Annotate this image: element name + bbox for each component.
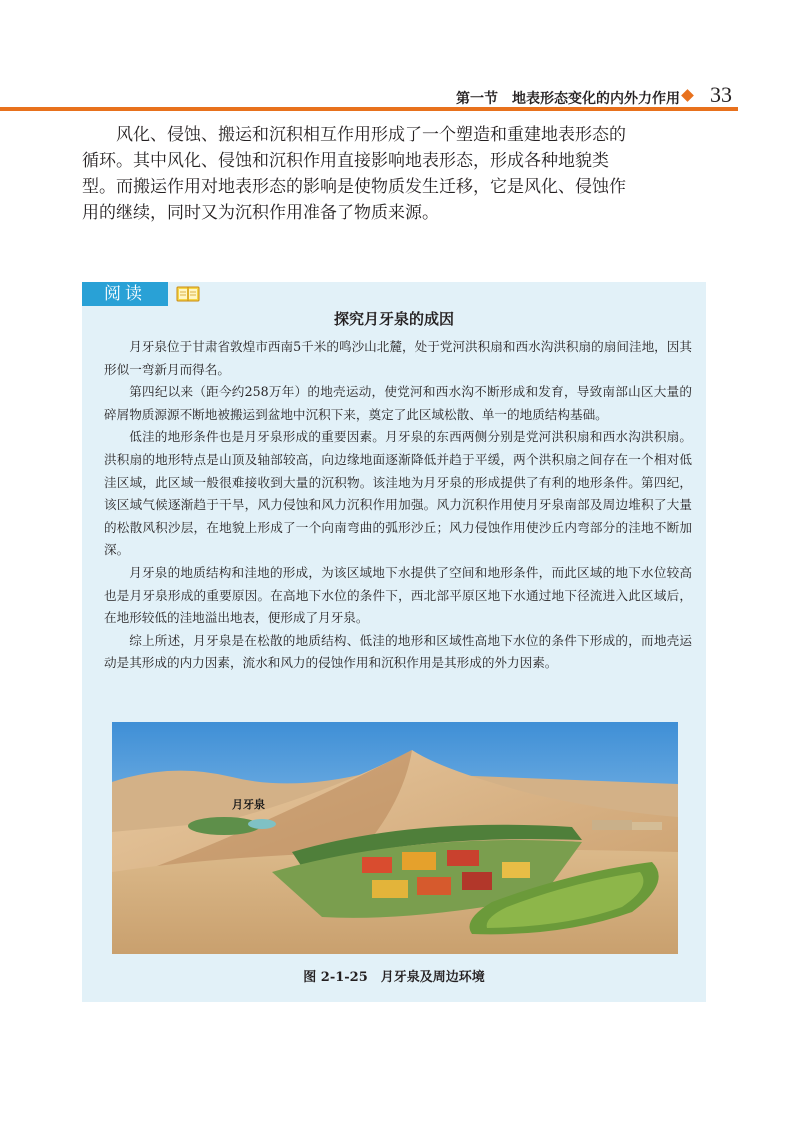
reading-paragraph: 低洼的地形条件也是月牙泉形成的重要因素。月牙泉的东西两侧分别是党河洪积扇和西水沟洪积扇。洪积扇的地形特点是山顶及轴部较高，向边缘地面逐渐降低并趋于平缓，两个洪积扇之间存在一个相对低洼区域，此区域一般很难接收到大量的沉积物。该洼地为月牙泉的形成提供了有利的地形条件。第四纪，该区域气候逐渐趋于干旱，风力侵蚀和风力沉积作用加强。风力沉积作用使月牙泉南部及周边堆积了大量的松散风积沙层，在地貌上形成了一个向南弯曲的弧形沙丘；风力侵蚀作用使沙丘内弯部分的洼地不断加深。 <box>104 429 692 558</box>
reading-paragraph: 月牙泉的地质结构和洼地的形成，为该区域地下水提供了空间和地形条件，而此区域的地下水位较高也是月牙泉形成的重要原因。在高地下水位的条件下，西北部平原区地下水通过地下径流进入此区域后，在地形较低的洼地溢出地表，便形成了月牙泉。 <box>104 564 692 626</box>
page-number: 33 <box>710 82 732 107</box>
reading-paragraph: 第四纪以来（距今约258万年）的地壳运动，使党河和西水沟不断形成和发育，导致南部山区大量的碎屑物质源源不断地被搬运到盆地中沉积下来，奠定了此区域松散、单一的地质结构基础。 <box>104 384 692 422</box>
crescent-spring-photo <box>112 722 678 954</box>
reading-title: 探究月牙泉的成因 <box>333 310 454 328</box>
book-icon <box>176 285 200 303</box>
reading-paragraph: 综上所述，月牙泉是在松散的地质结构、低洼的地形和区域性高地下水位的条件下形成的，而地壳运动是其形成的内力因素，流水和风力的侵蚀作用和沉积作用是其形成的外力因素。 <box>104 632 692 671</box>
header-rule <box>0 107 738 111</box>
intro-paragraph: 风化、侵蚀、搬运和沉积相互作用形成了一个塑造和重建地表形态的循环。其中风化、侵蚀和沉积作用直接影响地表形态，形成各种地貌类型。而搬运作用对地表形态的影响是使物质发生迁移，它是风化、侵蚀作用的继续，同时又为沉积作用准备了物质来源。 <box>82 125 626 223</box>
photo-label: 月牙泉 <box>232 798 265 811</box>
figure-caption: 图 2-1-25 月牙泉及周边环境 <box>303 970 485 985</box>
reading-tab: 阅读 <box>82 282 168 306</box>
reading-body <box>104 336 692 675</box>
intro-text <box>82 122 642 226</box>
section-title: 第一节 地表形态变化的内外力作用 <box>456 91 680 107</box>
reading-box <box>82 282 706 1002</box>
diamond-bullet-icon <box>681 89 694 102</box>
reading-paragraph: 月牙泉位于甘肃省敦煌市西南5千米的鸣沙山北麓，处于党河洪积扇和西水沟洪积扇的扇间洼地，因其形似一弯新月而得名。 <box>104 339 692 377</box>
